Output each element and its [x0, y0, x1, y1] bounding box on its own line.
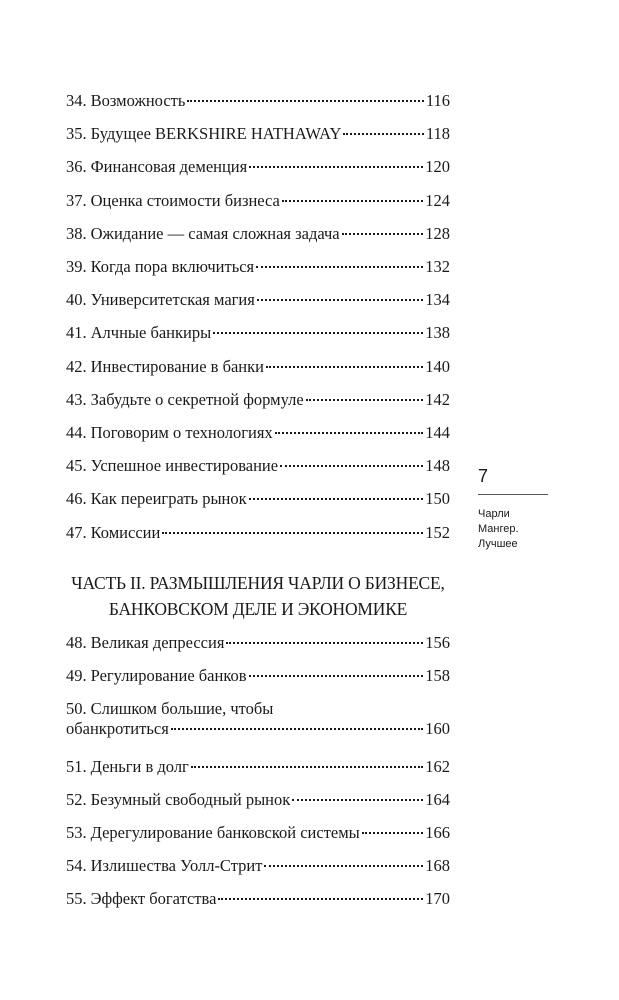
- toc-entry-page: 160: [425, 719, 450, 739]
- toc-entry-title: Излишества Уолл-Стрит: [90, 856, 263, 876]
- toc-entry[interactable]: [66, 390, 450, 410]
- running-title-line: Мангер.: [478, 523, 519, 535]
- dot-leader: [282, 200, 423, 202]
- toc-entry-page: 124: [425, 190, 450, 210]
- toc-entry[interactable]: [66, 323, 450, 343]
- toc-entry-line-1: [66, 699, 450, 719]
- toc-entry-page: 164: [425, 789, 450, 809]
- toc-entry[interactable]: [66, 290, 450, 310]
- toc-entry[interactable]: [66, 757, 450, 777]
- page-number: 7: [478, 466, 489, 486]
- dot-leader: [343, 133, 423, 135]
- running-title: [478, 507, 548, 552]
- toc-entry-page: 168: [425, 856, 450, 876]
- dot-leader: [280, 465, 423, 467]
- toc-entry-number: 41.: [66, 323, 87, 343]
- toc-entry-number: 35.: [66, 124, 87, 144]
- dot-leader: [171, 728, 423, 730]
- toc-entry-page: 142: [425, 389, 450, 409]
- toc-entry-page: 144: [425, 423, 450, 442]
- toc-entry-page: 162: [425, 756, 450, 776]
- toc-entry-number: 38.: [66, 223, 87, 243]
- toc-entry[interactable]: [66, 889, 450, 909]
- toc-entry[interactable]: [66, 699, 450, 743]
- toc-entry-page: 116: [425, 91, 450, 110]
- toc-entry-title: Оценка стоимости бизнеса: [90, 190, 280, 210]
- toc-entry-title: Алчные банкиры: [90, 323, 212, 343]
- toc-entry[interactable]: [66, 357, 450, 377]
- toc-entry-number: 55.: [66, 889, 87, 909]
- dot-leader: [342, 233, 424, 235]
- toc-entry[interactable]: [66, 633, 450, 653]
- toc-entry-page: 156: [425, 633, 450, 652]
- toc-entry-page: 138: [425, 323, 450, 343]
- toc-entry[interactable]: [66, 856, 450, 876]
- toc-entry-number: 43.: [66, 389, 87, 409]
- toc-entry-number: 50.: [66, 699, 87, 719]
- toc-entry-title-continued: обанкротиться: [66, 719, 169, 739]
- toc-entry[interactable]: [66, 823, 450, 843]
- dot-leader: [249, 675, 424, 677]
- toc-entry-page: 152: [425, 522, 450, 542]
- toc-entry-title: Поговорим о технологиях: [90, 423, 273, 442]
- dot-leader: [306, 399, 424, 401]
- toc-entry-number: 45.: [66, 456, 87, 476]
- toc-entry-title: Будущее BERKSHIRE HATHAWAY: [90, 124, 342, 144]
- toc-entry-number: 36.: [66, 157, 87, 177]
- toc-entry-title: Университетская магия: [90, 290, 255, 310]
- toc-entry-page: 140: [425, 356, 450, 376]
- dot-leader: [213, 332, 423, 334]
- toc-entry-title: Эффект богатства: [90, 889, 217, 909]
- toc-entry-number: 49.: [66, 666, 87, 686]
- toc-entry[interactable]: [66, 224, 450, 244]
- toc-entry-number: 53.: [66, 823, 87, 842]
- section-heading-line-2: БАНКОВСКОМ ДЕЛЕ И ЭКОНОМИКЕ: [108, 599, 408, 619]
- dot-leader: [257, 299, 423, 301]
- dot-leader: [266, 366, 423, 368]
- toc-entry-title: Деньги в долг: [90, 756, 189, 776]
- dot-leader: [249, 166, 423, 168]
- running-title-line: Чарли: [478, 508, 510, 520]
- toc-entry-title: Великая депрессия: [90, 633, 225, 652]
- toc-entry-number: 40.: [66, 290, 87, 310]
- toc-entry[interactable]: [66, 191, 450, 211]
- toc-entry-number: 47.: [66, 522, 87, 542]
- toc-entry-number: 39.: [66, 257, 87, 276]
- running-title-line: Лучшее: [478, 538, 518, 550]
- toc-entry-title: Финансовая деменция: [90, 157, 248, 177]
- toc-entry[interactable]: [66, 91, 450, 111]
- toc-entry-page: 158: [425, 666, 450, 686]
- toc-entry-title: Инвестирование в банки: [90, 356, 264, 376]
- toc-entry-number: 46.: [66, 489, 87, 509]
- page-sidebar: [478, 466, 548, 552]
- toc-entry-title: Слишком большие, чтобы: [90, 699, 274, 719]
- dot-leader: [256, 266, 423, 268]
- dot-leader: [362, 832, 423, 834]
- toc-entry-title: Как переиграть рынок: [90, 489, 247, 509]
- dot-leader: [292, 799, 423, 801]
- toc-entry-line-2: [66, 719, 450, 739]
- toc-entry[interactable]: [66, 790, 450, 810]
- toc-entry-title: Комиссии: [90, 522, 161, 542]
- toc-entry-number: 34.: [66, 91, 87, 110]
- toc-entry-number: 37.: [66, 190, 87, 210]
- dot-leader: [264, 865, 423, 867]
- toc-entry-page: 128: [425, 223, 450, 243]
- toc-entry-title: Регулирование банков: [90, 666, 247, 686]
- toc-entry[interactable]: [66, 456, 450, 476]
- toc-entry[interactable]: [66, 666, 450, 686]
- toc-entry-number: 48.: [66, 633, 87, 652]
- toc-entry-page: 166: [425, 823, 450, 842]
- dot-leader: [187, 100, 423, 102]
- toc-entry[interactable]: [66, 124, 450, 144]
- toc-entry[interactable]: [66, 489, 450, 509]
- dot-leader: [218, 898, 423, 900]
- toc-entry-number: 52.: [66, 789, 87, 809]
- toc-entry[interactable]: [66, 523, 450, 543]
- toc-entry-title: Когда пора включиться: [90, 257, 255, 276]
- dot-leader: [226, 642, 423, 644]
- toc-entry-title: Возможность: [90, 91, 186, 110]
- toc-entry[interactable]: [66, 257, 450, 277]
- toc-entry[interactable]: [66, 157, 450, 177]
- dot-leader: [249, 498, 424, 500]
- toc-entry-page: 150: [425, 489, 450, 509]
- dot-leader: [275, 432, 424, 434]
- toc-entry-number: 54.: [66, 856, 87, 876]
- toc-entry-page: 118: [425, 124, 450, 144]
- toc-entry-page: 170: [425, 889, 450, 909]
- dot-leader: [191, 766, 423, 768]
- toc-entry-page: 120: [425, 157, 450, 177]
- toc-entry-title: Забудьте о секретной формуле: [90, 389, 304, 409]
- toc-entry-title: Успешное инвестирование: [90, 456, 279, 476]
- toc-entry-page: 132: [425, 257, 450, 276]
- section-heading-line-1: ЧАСТЬ II. РАЗМЫШЛЕНИЯ ЧАРЛИ О БИЗНЕСЕ,: [71, 573, 445, 593]
- sidebar-divider: [478, 494, 548, 495]
- toc-entry-title: Дерегулирование банковской системы: [90, 823, 360, 842]
- toc-entry-number: 51.: [66, 756, 87, 776]
- toc-entry-number: 44.: [66, 423, 87, 442]
- toc-entry-page: 134: [425, 290, 450, 310]
- toc-entry-number: 42.: [66, 356, 87, 376]
- toc-entry-title: Безумный свободный рынок: [90, 789, 291, 809]
- section-heading: [66, 570, 450, 622]
- toc-entry-page: 148: [425, 456, 450, 476]
- dot-leader: [162, 532, 423, 534]
- toc-entry[interactable]: [66, 423, 450, 443]
- toc-entry-title: Ожидание — самая сложная задача: [90, 223, 340, 243]
